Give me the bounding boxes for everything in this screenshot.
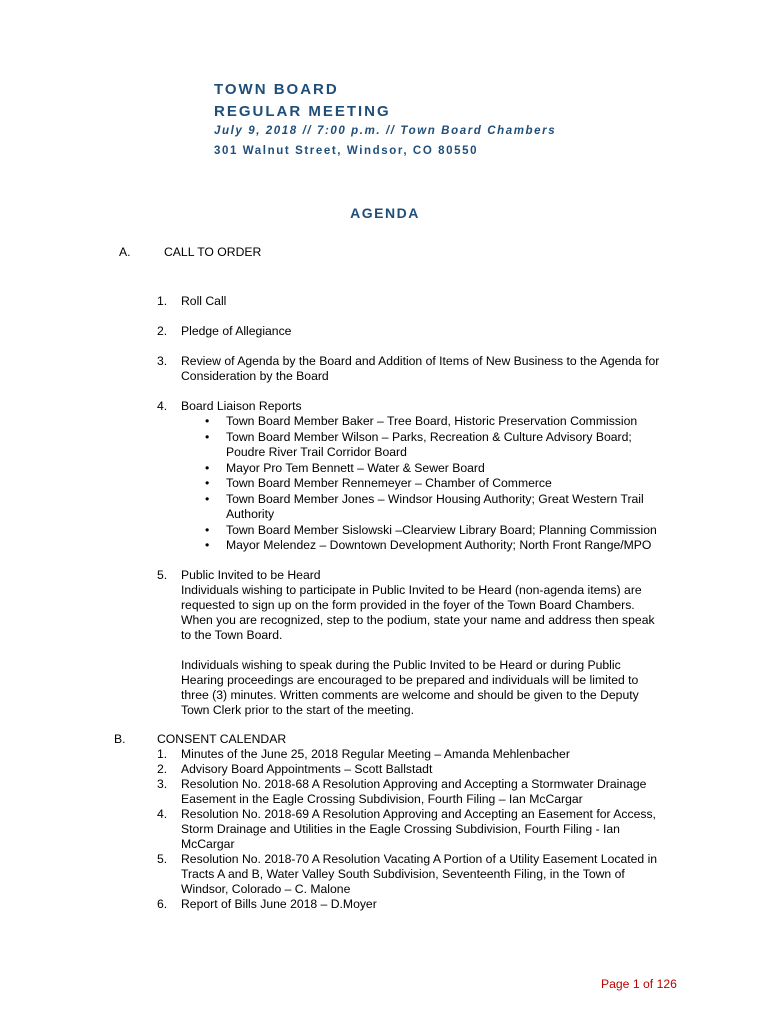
- bullet-item-continued: Authority: [226, 507, 275, 521]
- paragraph-line: Individuals wishing to speak during the Public Invited to be Heard or during Public: [181, 658, 621, 672]
- meeting-date-time-location: July 9, 2018 // 7:00 p.m. // Town Board Chambers: [214, 125, 557, 137]
- list-item: Resolution No. 2018-68 A Resolution Approving and Accepting a Stormwater Drainage: [181, 777, 647, 791]
- section-b-letter: B.: [114, 732, 126, 746]
- list-item: Minutes of the June 25, 2018 Regular Meeting – Amanda Mehlenbacher: [181, 747, 570, 761]
- paragraph-line: three (3) minutes. Written comments are welcome and should be given to the Deputy: [181, 688, 639, 702]
- list-item-continued: McCargar: [181, 837, 235, 851]
- section-a-title: CALL TO ORDER: [164, 245, 262, 259]
- list-item: Roll Call: [181, 294, 227, 308]
- list-item: Advisory Board Appointments – Scott Ballstadt: [181, 762, 433, 776]
- item-number: 1.: [157, 747, 168, 761]
- bullet-item: Mayor Pro Tem Bennett – Water & Sewer Board: [226, 461, 485, 475]
- list-item-continued: Easement in the Eagle Crossing Subdivision, Fourth Filing – Ian McCargar: [181, 792, 583, 806]
- list-item: Report of Bills June 2018 – D.Moyer: [181, 897, 377, 911]
- agenda-heading: AGENDA: [350, 205, 420, 221]
- list-item-continued: Consideration by the Board: [181, 369, 329, 383]
- item-number: 3.: [157, 777, 168, 791]
- section-b-title: CONSENT CALENDAR: [157, 732, 287, 746]
- meeting-subtitle: REGULAR MEETING: [214, 103, 391, 120]
- bullet-item: Town Board Member Jones – Windsor Housing Authority; Great Western Trail: [226, 492, 644, 506]
- bullet-icon: •: [205, 461, 210, 475]
- list-item-continued: Tracts A and B, Water Valley South Subdivision, Seventeenth Filing, in the Town of: [181, 867, 625, 881]
- paragraph-line: Hearing proceedings are encouraged to be prepared and individuals will be limited to: [181, 673, 639, 687]
- item-number: 4.: [157, 399, 168, 413]
- item-number: 2.: [157, 762, 168, 776]
- bullet-item-continued: Poudre River Trail Corridor Board: [226, 445, 407, 459]
- list-item: Board Liaison Reports: [181, 399, 302, 413]
- item-number: 6.: [157, 897, 168, 911]
- list-item: Resolution No. 2018-69 A Resolution Approving and Accepting an Easement for Access,: [181, 807, 656, 821]
- list-item: Public Invited to be Heard: [181, 568, 321, 582]
- bullet-item: Town Board Member Rennemeyer – Chamber of Commerce: [226, 476, 552, 490]
- bullet-icon: •: [205, 414, 210, 428]
- item-number: 3.: [157, 354, 168, 368]
- paragraph-line: to the Town Board.: [181, 628, 283, 642]
- bullet-icon: •: [205, 538, 210, 552]
- section-a-letter: A.: [119, 245, 131, 259]
- page-number: Page 1 of 126: [601, 977, 677, 991]
- bullet-item: Town Board Member Sislowski –Clearview Library Board; Planning Commission: [226, 523, 657, 537]
- bullet-icon: •: [205, 476, 210, 490]
- bullet-item: Town Board Member Wilson – Parks, Recreation & Culture Advisory Board;: [226, 430, 632, 444]
- item-number: 4.: [157, 807, 168, 821]
- bullet-icon: •: [205, 492, 210, 506]
- bullet-icon: •: [205, 430, 210, 444]
- item-number: 2.: [157, 324, 168, 338]
- meeting-address: 301 Walnut Street, Windsor, CO 80550: [214, 145, 479, 157]
- item-number: 5.: [157, 852, 168, 866]
- meeting-title: TOWN BOARD: [214, 81, 339, 98]
- paragraph-line: requested to sign up on the form provided in the foyer of the Town Board Chambers.: [181, 598, 635, 612]
- bullet-item: Town Board Member Baker – Tree Board, Historic Preservation Commission: [226, 414, 638, 428]
- paragraph-line: Individuals wishing to participate in Public Invited to be Heard (non-agenda items) are: [181, 583, 642, 597]
- bullet-icon: •: [205, 523, 210, 537]
- list-item: Resolution No. 2018-70 A Resolution Vacating A Portion of a Utility Easement Located in: [181, 852, 658, 866]
- list-item: Review of Agenda by the Board and Addition of Items of New Business to the Agenda for: [181, 354, 660, 368]
- paragraph-line: Town Clerk prior to the start of the meeting.: [181, 703, 415, 717]
- paragraph-line: When you are recognized, step to the podium, state your name and address then speak: [181, 613, 655, 627]
- bullet-item: Mayor Melendez – Downtown Development Authority; North Front Range/MPO: [226, 538, 652, 552]
- item-number: 1.: [157, 294, 168, 308]
- list-item-continued: Windsor, Colorado – C. Malone: [181, 882, 351, 896]
- list-item: Pledge of Allegiance: [181, 324, 292, 338]
- list-item-continued: Storm Drainage and Utilities in the Eagle Crossing Subdivision, Fourth Filing - Ian: [181, 822, 620, 836]
- item-number: 5.: [157, 568, 168, 582]
